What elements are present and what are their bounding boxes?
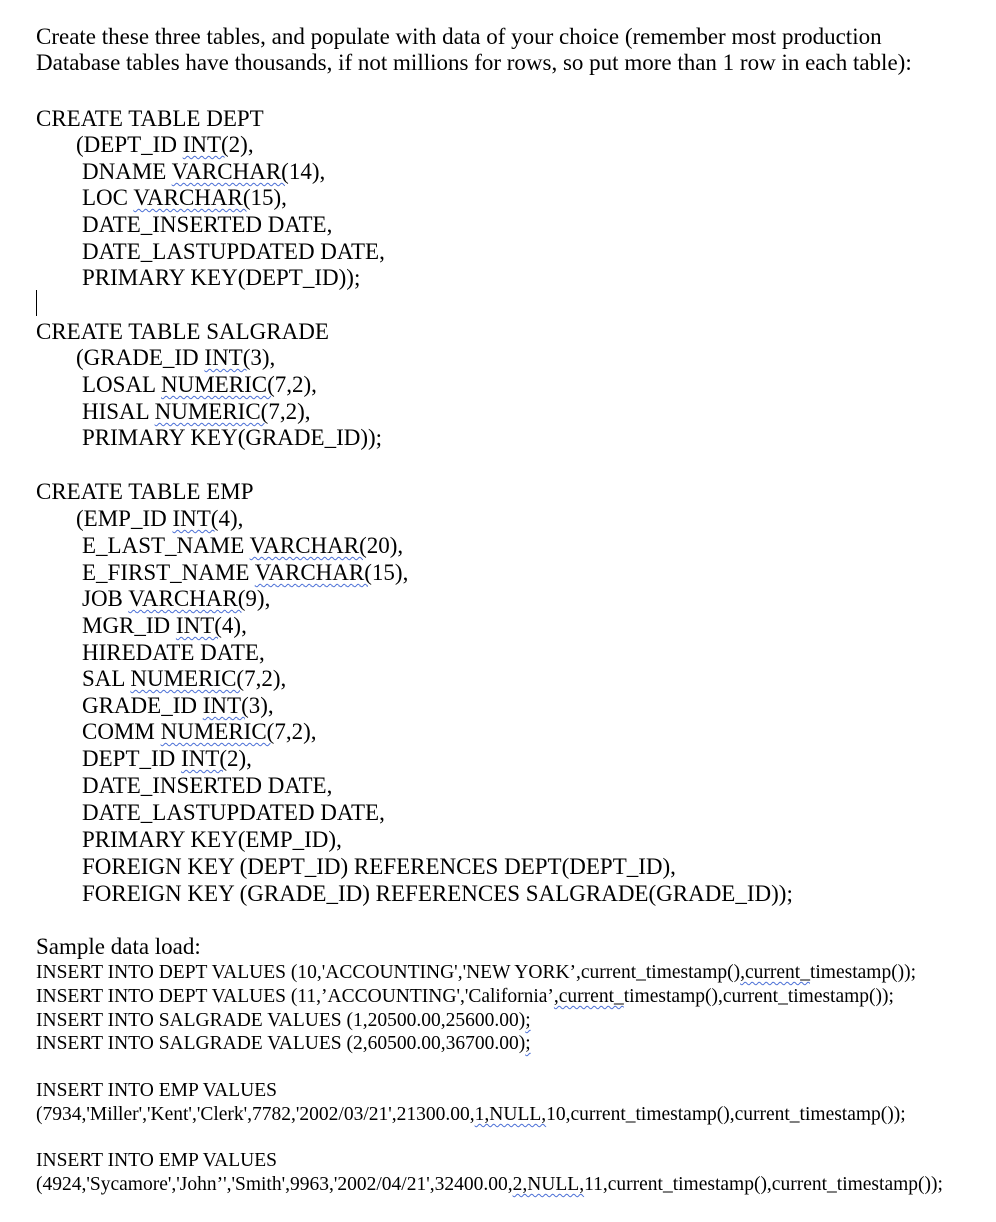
emp-l7-text: SAL (82, 666, 131, 691)
emp-line-10 (82, 746, 252, 772)
emp-line-11: DATE_INSERTED DATE, (82, 773, 333, 798)
spellcheck-mark: VARCHAR( (128, 586, 246, 611)
salgrade-create-header: CREATE TABLE SALGRADE (36, 319, 329, 344)
emp-l3-text: E_FIRST_NAME (82, 560, 255, 585)
insert-emp-2-header: INSERT INTO EMP VALUES (36, 1150, 277, 1171)
sample-data-header: Sample data load: (36, 934, 201, 959)
emp-l8-text: GRADE_ID (82, 693, 203, 718)
insert-emp-2-values (36, 1174, 943, 1196)
spellcheck-mark: VARCHAR( (254, 560, 372, 585)
emp-l3-tail: 15), (371, 560, 409, 585)
spellcheck-mark: NUMERIC( (130, 666, 245, 691)
emp-l4-tail: 9), (245, 586, 271, 611)
salgrade-line-2 (82, 372, 317, 398)
dept-line-3 (82, 185, 287, 211)
salgrade-l3-text: HISAL (82, 399, 155, 424)
emp-l10-tail: 2), (227, 746, 252, 771)
dept-l1-tail: 2), (228, 132, 254, 157)
insert-emp-1-header: INSERT INTO EMP VALUES (36, 1080, 277, 1101)
insert-emp-1-text: (7934,'Miller','Kent','Clerk',7782,'2002/03/21',21300.00, (36, 1104, 475, 1125)
spellcheck-mark: ,current_ (553, 986, 624, 1007)
insert-dept-2-text: INSERT INTO DEPT VALUES (11,’ACCOUNTING','California’ (36, 986, 554, 1007)
emp-line-1 (76, 506, 243, 532)
insert-salgrade-1-text: INSERT INTO SALGRADE VALUES (1,20500.00,25600.00) (36, 1010, 526, 1031)
insert-emp-1-tail: 10,current_timestamp(),current_timestamp()); (546, 1104, 906, 1125)
emp-l8-tail: 3), (248, 693, 274, 718)
emp-create-header: CREATE TABLE EMP (36, 479, 254, 504)
emp-line-15: FOREIGN KEY (GRADE_ID) REFERENCES SALGRADE(GRADE_ID)); (82, 881, 793, 906)
emp-line-3 (82, 560, 408, 586)
insert-emp-2-text: (4924,'Sycamore','John’','Smith',9963,'2002/04/21',32400.00, (36, 1174, 513, 1195)
spellcheck-mark: 1,NULL, (474, 1104, 547, 1125)
salgrade-line-3 (82, 399, 311, 425)
emp-line-12: DATE_LASTUPDATED DATE, (82, 800, 385, 825)
insert-salgrade-2 (36, 1033, 531, 1055)
emp-l1-tail: 4), (218, 506, 244, 531)
spellcheck-mark: INT( (202, 693, 249, 718)
insert-dept-1 (36, 962, 916, 984)
spellcheck-mark: ; (525, 1033, 531, 1054)
dept-l2-tail: 14), (288, 159, 326, 184)
emp-line-8 (82, 693, 274, 719)
emp-line-6: HIREDATE DATE, (82, 640, 265, 665)
spellcheck-mark: INT( (204, 345, 251, 370)
spellcheck-mark: NUMERIC( (154, 399, 269, 424)
insert-emp-2-tail: 11,current_timestamp(),current_timestamp()); (584, 1174, 943, 1195)
salgrade-l3-tail: 7,2), (268, 399, 311, 424)
spellcheck-mark: INT( (182, 132, 229, 157)
salgrade-line-1 (76, 345, 275, 371)
dept-line-5: DATE_LASTUPDATED DATE, (82, 239, 385, 264)
emp-l10-text: DEPT_ID (82, 746, 182, 771)
spellcheck-mark: VARCHAR( (249, 533, 367, 558)
salgrade-line-4: PRIMARY KEY(GRADE_ID)); (82, 425, 383, 450)
spellcheck-mark: VARCHAR( (133, 185, 251, 210)
intro-line-1: Create these three tables, and populate with data of your choice (remember most production (36, 24, 882, 49)
spellcheck-mark: VARCHAR( (171, 159, 289, 184)
spellcheck-mark: INT( (172, 506, 219, 531)
dept-l3-text: LOC (82, 185, 134, 210)
insert-salgrade-2-text: INSERT INTO SALGRADE VALUES (2,60500.00,36700.00) (36, 1033, 526, 1054)
spellcheck-mark: ; (525, 1010, 531, 1031)
intro-line-2: Database tables have thousands, if not millions for rows, so put more than 1 row in each table): (36, 50, 912, 75)
emp-l1-text: (EMP_ID (76, 506, 173, 531)
insert-dept-2-tail: timestamp(),current_timestamp()); (623, 986, 894, 1007)
emp-l9-text: COMM (82, 719, 161, 744)
emp-line-5 (82, 613, 247, 639)
dept-l3-tail: 15), (250, 185, 287, 210)
spellcheck-mark: INT( (175, 613, 222, 638)
emp-line-14: FOREIGN KEY (DEPT_ID) REFERENCES DEPT(DEPT_ID), (82, 854, 676, 879)
insert-salgrade-1 (36, 1010, 531, 1032)
salgrade-l1-tail: 3), (250, 345, 276, 370)
spellcheck-mark: ,current_ (740, 962, 810, 983)
dept-l1-text: (DEPT_ID (76, 132, 183, 157)
insert-dept-1-tail: timestamp()); (809, 962, 917, 983)
dept-line-2 (82, 159, 325, 185)
salgrade-l1-text: (GRADE_ID (76, 345, 205, 370)
spellcheck-mark: NUMERIC( (161, 372, 275, 397)
emp-l2-tail: 20), (366, 533, 404, 558)
spellcheck-mark: INT( (181, 746, 228, 771)
emp-line-9 (82, 719, 317, 745)
emp-l9-tail: 7,2), (274, 719, 317, 744)
dept-line-1 (76, 132, 254, 158)
dept-l2-text: DNAME (82, 159, 172, 184)
dept-line-6: PRIMARY KEY(DEPT_ID)); (82, 265, 361, 290)
salgrade-l2-tail: 7,2), (274, 372, 317, 397)
emp-l4-text: JOB (82, 586, 129, 611)
insert-dept-2 (36, 986, 894, 1008)
emp-line-7 (82, 666, 286, 692)
emp-l5-tail: 4), (221, 613, 247, 638)
dept-line-4: DATE_INSERTED DATE, (82, 212, 333, 237)
emp-l2-text: E_LAST_NAME (82, 533, 250, 558)
dept-create-header: CREATE TABLE DEPT (36, 106, 264, 131)
emp-l5-text: MGR_ID (82, 613, 176, 638)
insert-emp-1-values (36, 1104, 906, 1126)
spellcheck-mark: 2,NULL, (512, 1174, 585, 1195)
emp-l7-tail: 7,2), (244, 666, 287, 691)
salgrade-l2-text: LOSAL (82, 372, 162, 397)
emp-line-13: PRIMARY KEY(EMP_ID), (82, 827, 342, 852)
emp-line-2 (82, 533, 403, 559)
emp-line-4 (82, 586, 270, 612)
insert-dept-1-text: INSERT INTO DEPT VALUES (10,'ACCOUNTING','NEW YORK’,current_timestamp() (36, 962, 741, 983)
text-cursor[interactable] (36, 290, 37, 316)
spellcheck-mark: NUMERIC( (160, 719, 275, 744)
